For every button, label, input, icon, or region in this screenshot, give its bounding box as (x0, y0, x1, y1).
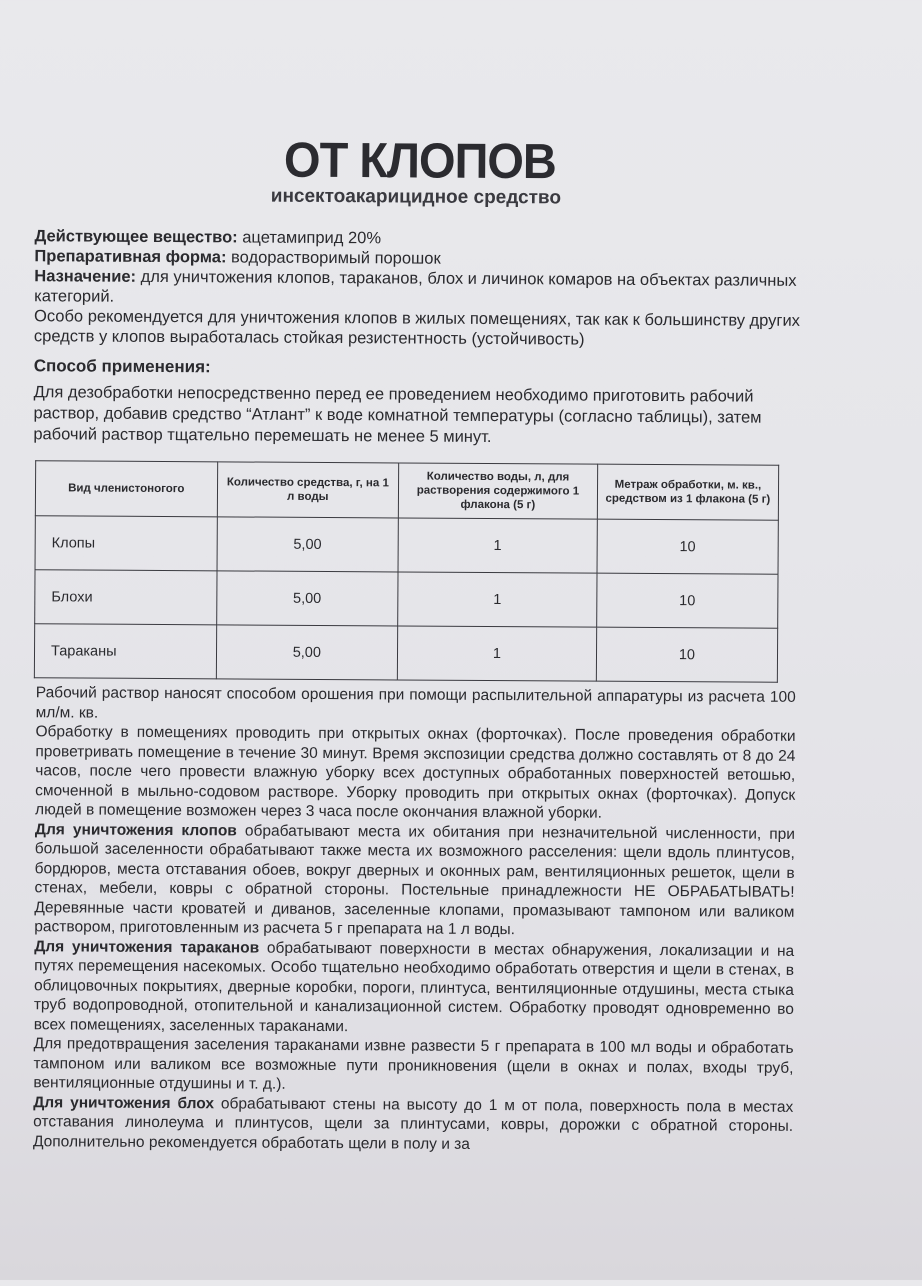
cockroach-text: обрабатывают поверхности в местах обнаружения, локализации и на путях перемещения насекомых. Особо тщательно необходимо обработать отверстия и щели в стенах, в облицовочных покрытиях, дверные коробки, пороги, плинтуса, вентиляционные отдушины, места стыка труб водопроводной, отопительной и канализационной систем. Обработку проводят одновременно во всех помещениях, заселенных тараканами. (33, 939, 795, 1035)
active-substance-value: ацетамиприд 20% (242, 228, 382, 248)
method-text: Для дезобработки непосредственно перед ее проведением необходимо приготовить рабочий раствор, добавив средство “Атлант” к воде комнатной температуры (согласно таблицы), затем рабочий раствор тщательно перемешать не менее 5 минут. (33, 383, 762, 447)
ventilation-paragraph: Обработку в помещениях проводить при открытых окнах (форточках). После проведения обработки проветривать помещение в течение 30 минут. Время экспозиции средства должно составлять от 8 до 24 часов, после чего провести влажную уборку всех доступных обработанных поверхностей ветошью, смоченной в мыльно-содовом растворе. Уборку проводить при открытых окнах (форточках). Допуск людей в помещение возможен через 3 часа после окончания влажной уборки. (35, 723, 796, 822)
table-row (34, 624, 777, 683)
product-title: ОТ КЛОПОВ (283, 131, 557, 189)
table-header-row (35, 461, 778, 521)
bedbugs-label: Для уничтожения клопов (34, 820, 237, 839)
purpose-line (34, 266, 834, 311)
bedbugs-paragraph (34, 820, 795, 942)
fleas-label: Для уничтожения блох (33, 1093, 215, 1112)
table-cell: Клопы (35, 516, 217, 571)
product-info (34, 226, 835, 351)
dosage-table (34, 460, 779, 683)
table-header: Количество средства, г, на 1 л воды (217, 462, 399, 518)
table-cell: 5,00 (217, 517, 399, 572)
table-header: Количество воды, л, для растворения содержимого 1 флакона (5 г) (398, 463, 597, 519)
table-cell: 10 (597, 519, 779, 574)
bedbugs-text: обрабатывают места их обитания при незначительной численности, при большой заселенности обрабатывают также места их возможного расселения: щели вдоль плинтусов, бордюров, места отставания обоев, вокруг дверных и оконных рам, вентиляционных решеток, щели в стенах, мебели, ковры с обратной стороны. Постельные принадлежности НЕ ОБРАБАТЫВАТЬ! Деревянные части кроватей и диванов, заселенные клопами, промазывают тампоном или валиком раствором, приготовленным из расчета 5 г препарата на 1 л воды. (34, 822, 795, 939)
table-cell: 1 (398, 518, 597, 573)
table-cell: 1 (397, 626, 596, 681)
table-cell: 1 (398, 572, 597, 627)
instructions-body (33, 683, 796, 1156)
form-value: водорастворимый порошок (231, 248, 441, 268)
table-cell: 5,00 (216, 571, 398, 626)
active-substance-label: Действующее вещество: (34, 227, 238, 247)
product-subtitle: инсектоакарицидное средство (270, 185, 562, 209)
fleas-text: обрабатывают стены на высоту до 1 м от пола, поверхность пола в местах отставания линолеума и плинтусов, щели за плинтусами, ковры, дорожки с обратной стороны. Дополнительно рекомендуется обработать щели в полу и за (32, 1094, 794, 1153)
table-cell: 10 (596, 573, 778, 628)
recommendation-text: Особо рекомендуется для уничтожения клопов в жилых помещениях, так как к большинству других средств у клопов выработалась стойкая резистентность (устойчивость) (33, 307, 801, 349)
cockroach-paragraph (34, 937, 795, 1039)
table-cell: Тараканы (34, 624, 216, 679)
purpose-label: Назначение: (34, 267, 137, 286)
application-paragraph: Рабочий раствор наносят способом орошения при помощи распылительной аппаратуры из расчета 100 мл/м. кв. (35, 684, 796, 722)
purpose-value: для уничтожения клопов, тараканов, блох и личинок комаров на объектах различных категорий. (34, 267, 797, 306)
table-cell: 5,00 (216, 625, 398, 680)
method-heading: Способ применения: (33, 356, 211, 377)
cockroach-label: Для уничтожения тараканов (34, 937, 260, 957)
table-cell: 10 (596, 627, 778, 682)
table-row (35, 570, 778, 629)
table-header: Вид членистоногого (35, 461, 217, 517)
fleas-paragraph (33, 1093, 793, 1156)
table-row (35, 516, 778, 575)
form-label: Препаративная форма: (34, 247, 227, 267)
prevention-paragraph: Для предотвращения заселения тараканами извне развести 5 г препарата в 100 мл воды и обработать тампоном или валиком все возможные пути проникновения (щели в окнах и полах, входы труб, вентиляционные отдушины и т. д.). (33, 1035, 794, 1093)
table-cell: Блохи (35, 570, 217, 625)
table-header: Метраж обработки, м. кв., средством из 1 флакона (5 г) (597, 464, 779, 520)
